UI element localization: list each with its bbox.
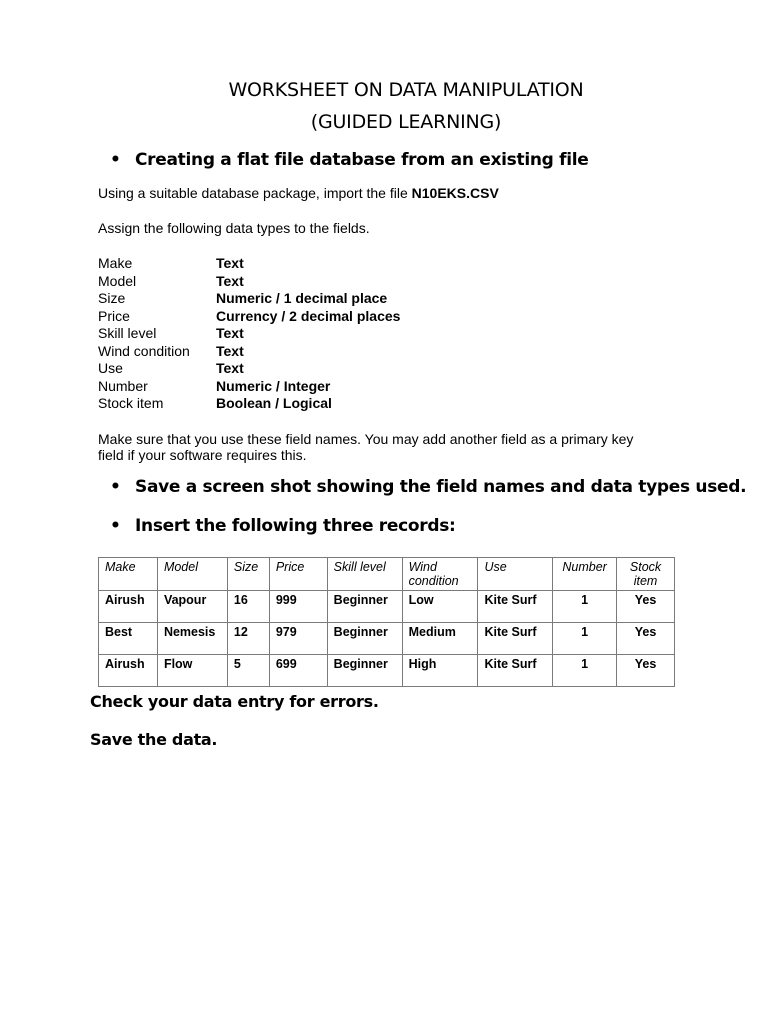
field-type: Text: [216, 325, 244, 341]
field-name: Size: [98, 290, 126, 306]
column-header: Model: [157, 558, 227, 591]
table-cell: 12: [227, 623, 269, 655]
field-type: Text: [216, 272, 244, 289]
table-cell: Beginner: [327, 655, 402, 687]
field-type: Numeric / 1 decimal place: [216, 290, 388, 306]
field-type: Numeric / Integer: [216, 377, 331, 394]
table-cell: Kite Surf: [478, 623, 553, 655]
table-row: [99, 591, 675, 623]
bullet-dot: •: [110, 477, 121, 497]
table-cell: 699: [269, 655, 327, 687]
column-header: Skill level: [327, 558, 402, 591]
note-line-1: Make sure that you use these field names. You may add another field as a primary key: [98, 431, 634, 447]
field-name: Price: [98, 307, 130, 324]
records-table: [98, 557, 675, 687]
table-cell: Yes: [617, 591, 675, 623]
table-cell: 5: [227, 655, 269, 687]
field-name: Stock item: [98, 395, 164, 411]
table-cell: Airush: [99, 655, 158, 687]
table-cell: 1: [553, 591, 617, 623]
bullet-text: Creating a flat file database from an existing file: [135, 150, 589, 170]
save-data-text: Save the data.: [90, 730, 218, 749]
field-name: Wind condition: [98, 342, 190, 359]
table-cell: 1: [553, 623, 617, 655]
table-row: [99, 623, 675, 655]
column-header: Stock item: [617, 558, 675, 591]
table-row: [99, 655, 675, 687]
field-type: Text: [216, 360, 244, 376]
table-cell: 16: [227, 591, 269, 623]
note-line-2: field if your software requires this.: [98, 447, 307, 463]
table-header-row: [99, 558, 675, 591]
import-text: Using a suitable database package, import the file: [98, 185, 412, 201]
field-type: Boolean / Logical: [216, 395, 332, 411]
column-header: Wind condition: [402, 558, 478, 591]
assign-instruction: Assign the following data types to the fields.: [98, 220, 370, 236]
table-cell: Medium: [402, 623, 478, 655]
table-cell: Kite Surf: [478, 655, 553, 687]
table-cell: High: [402, 655, 478, 687]
column-header: Price: [269, 558, 327, 591]
field-name: Number: [98, 377, 148, 394]
table-cell: Yes: [617, 623, 675, 655]
table-cell: Vapour: [157, 591, 227, 623]
column-header: Make: [99, 558, 158, 591]
check-errors-text: Check your data entry for errors.: [90, 692, 379, 711]
worksheet-title: WORKSHEET ON DATA MANIPULATION: [228, 79, 584, 101]
import-instruction: [98, 185, 499, 201]
table-cell: 1: [553, 655, 617, 687]
column-header: Use: [478, 558, 553, 591]
table-cell: Best: [99, 623, 158, 655]
bullet-text: Insert the following three records:: [135, 516, 456, 536]
field-type: Text: [216, 342, 244, 359]
field-name: Make: [98, 255, 133, 271]
bullet-dot: •: [110, 150, 121, 170]
bullet-text: Save a screen shot showing the field names and data types used.: [135, 477, 747, 497]
table-cell: Nemesis: [157, 623, 227, 655]
table-cell: Airush: [99, 591, 158, 623]
table-cell: 979: [269, 623, 327, 655]
import-filename: N10EKS.CSV: [411, 185, 499, 201]
table-cell: Beginner: [327, 591, 402, 623]
column-header: Size: [227, 558, 269, 591]
field-names-note: [98, 431, 698, 463]
field-name: Skill level: [98, 325, 157, 341]
table-cell: Low: [402, 591, 478, 623]
field-name: Model: [98, 272, 137, 289]
table-cell: Beginner: [327, 623, 402, 655]
bullet-dot: •: [110, 516, 121, 536]
table-cell: Flow: [157, 655, 227, 687]
column-header: Number: [553, 558, 617, 591]
field-type: Text: [216, 255, 244, 271]
table-cell: Yes: [617, 655, 675, 687]
field-name: Use: [98, 360, 123, 376]
worksheet-subtitle: (GUIDED LEARNING): [310, 111, 502, 133]
table-cell: 999: [269, 591, 327, 623]
table-cell: Kite Surf: [478, 591, 553, 623]
field-type: Currency / 2 decimal places: [216, 307, 401, 324]
